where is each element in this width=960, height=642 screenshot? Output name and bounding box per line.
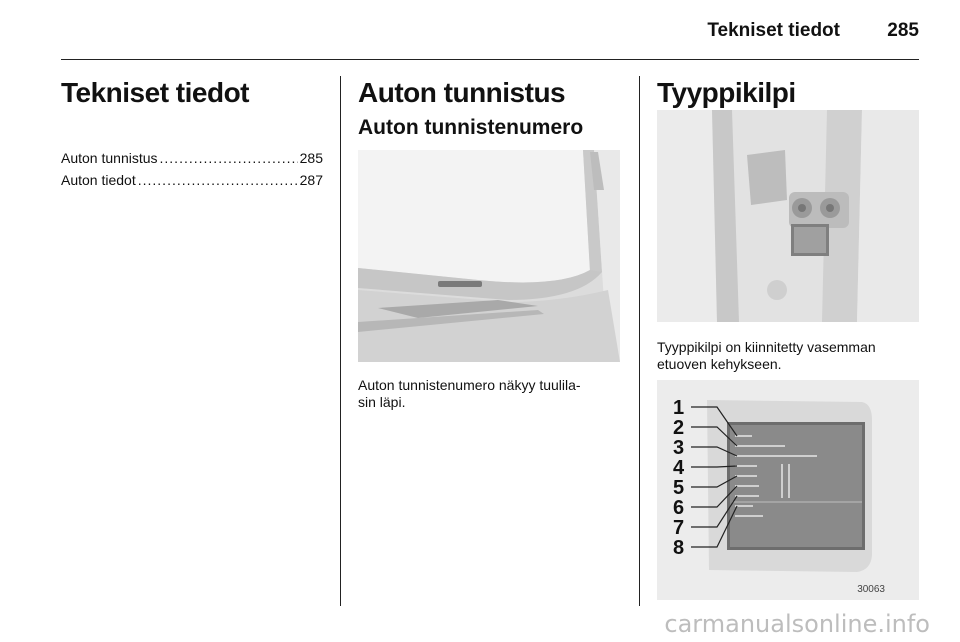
toc-entry[interactable] bbox=[61, 150, 323, 172]
subsection-heading: Auton tunnistenumero bbox=[358, 116, 584, 139]
windshield-photo bbox=[358, 150, 620, 362]
toc-entry-page: 287 bbox=[299, 172, 323, 188]
callout-number: 2 bbox=[673, 417, 685, 439]
watermark: carmanualsonline.info bbox=[664, 610, 930, 638]
callout-number: 4 bbox=[673, 457, 685, 479]
toc-entry[interactable] bbox=[61, 172, 323, 194]
column-toc bbox=[61, 60, 323, 608]
section-heading: Auton tunnistus bbox=[358, 77, 566, 108]
callout-number: 7 bbox=[673, 517, 685, 539]
column-divider-2 bbox=[639, 76, 640, 606]
section-heading: Tyyppikilpi bbox=[657, 77, 796, 108]
page-header bbox=[0, 0, 960, 60]
callout-number: 6 bbox=[673, 497, 685, 519]
door-frame-photo bbox=[657, 110, 919, 322]
page-number: 285 bbox=[887, 20, 919, 41]
running-title: Tekniset tiedot bbox=[707, 20, 840, 41]
callout-number: 1 bbox=[673, 397, 685, 419]
callout-number: 5 bbox=[673, 477, 685, 499]
windshield-caption: Auton tunnistenumero näkyy tuulila- sin läpi. bbox=[358, 377, 581, 410]
type-plate-closeup bbox=[657, 380, 919, 600]
chapter-heading: Tekniset tiedot bbox=[61, 77, 250, 108]
column-type-plate bbox=[657, 60, 919, 608]
toc-entry-label: Auton tunnistus bbox=[61, 150, 158, 166]
type-plate-caption: Tyyppikilpi on kiinnitetty vasemman etuoven kehykseen. bbox=[657, 339, 876, 372]
toc-leader-dots bbox=[138, 172, 298, 188]
figure-code: 30063 bbox=[857, 584, 885, 595]
callout-number: 8 bbox=[673, 537, 685, 559]
callout-number: 3 bbox=[673, 437, 685, 459]
toc-leader-dots bbox=[160, 150, 298, 166]
table-of-contents bbox=[61, 150, 323, 194]
column-divider-1 bbox=[340, 76, 341, 606]
toc-entry-page: 285 bbox=[299, 150, 323, 166]
toc-entry-label: Auton tiedot bbox=[61, 172, 136, 188]
column-vehicle-identification bbox=[358, 60, 620, 608]
